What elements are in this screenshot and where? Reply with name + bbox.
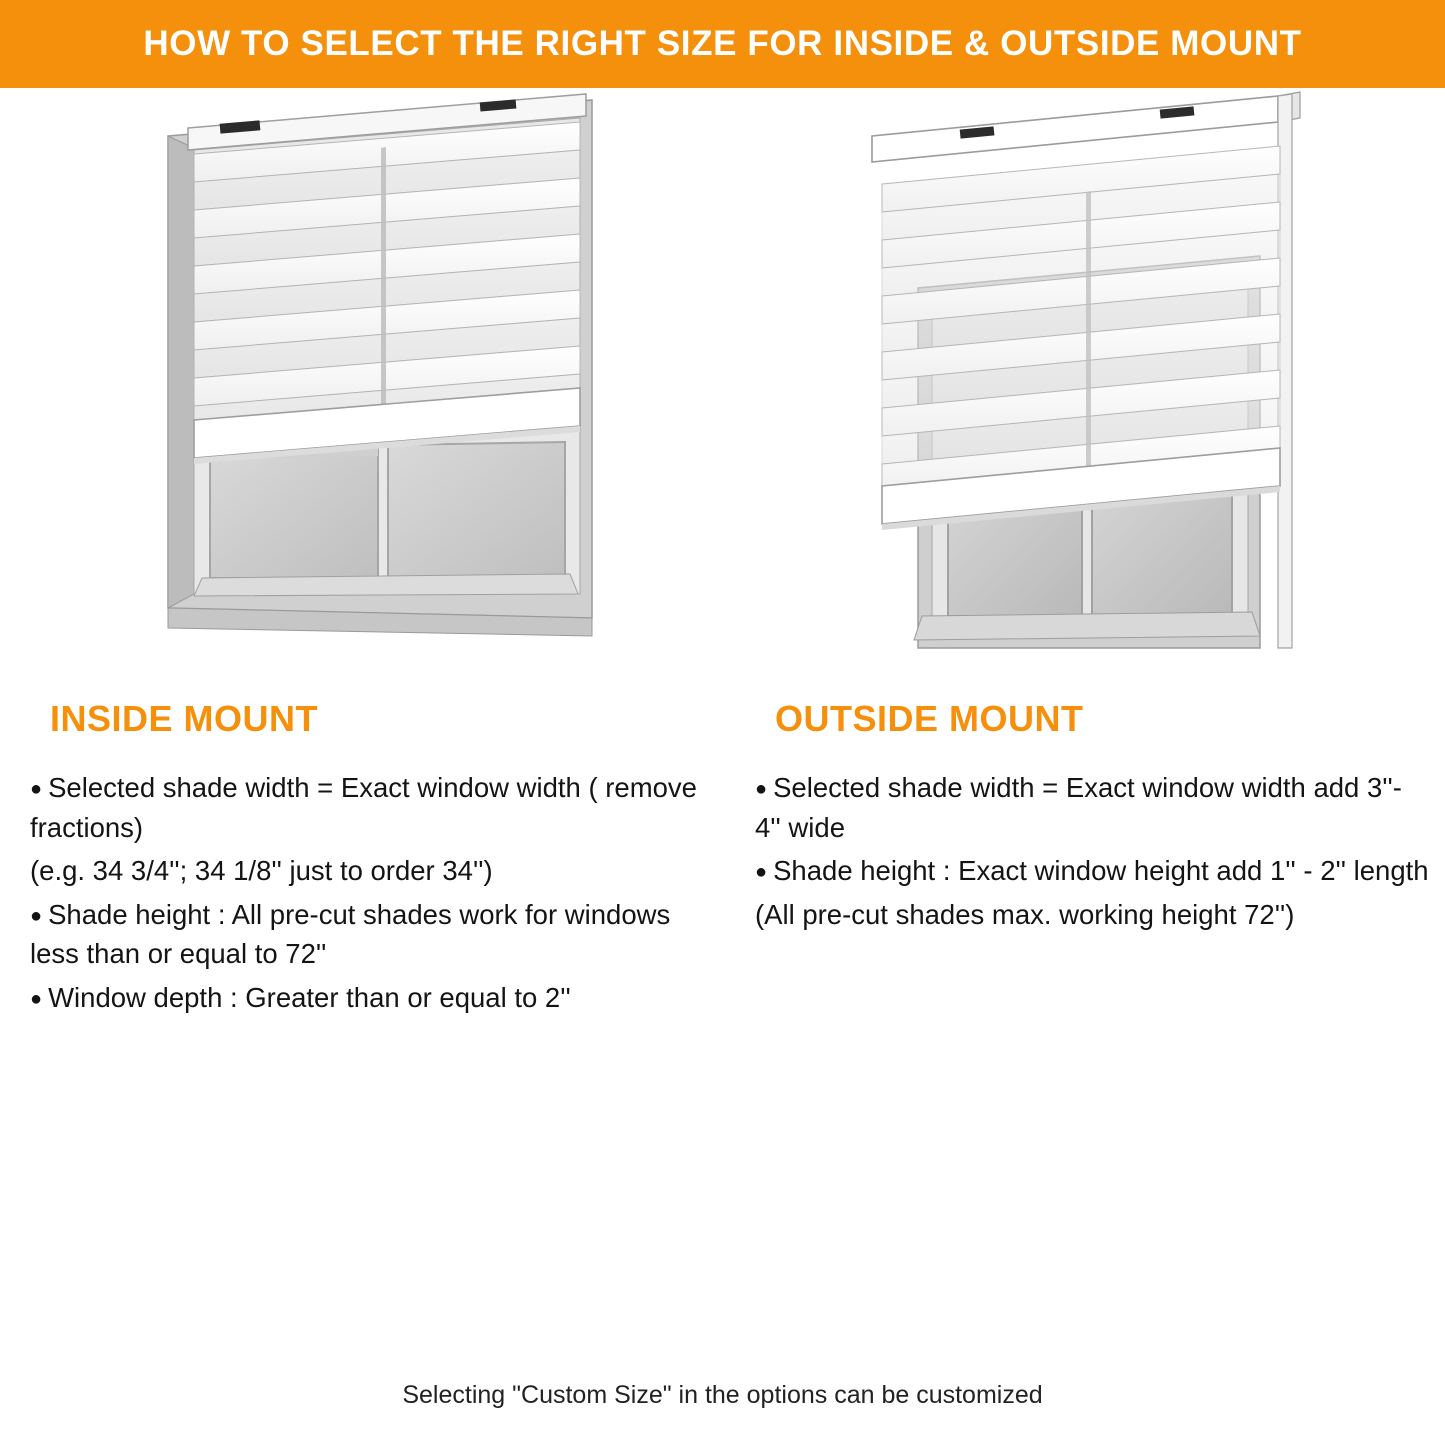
list-item-text: (e.g. 34 3/4''; 34 1/8'' just to order 34'')	[30, 855, 493, 887]
list-item-text: Window depth : Greater than or equal to 2''	[48, 981, 571, 1013]
outside-mount-section	[755, 698, 1435, 938]
outside-mount-bullet-list	[755, 768, 1435, 934]
inside-mount-bullet-list	[30, 768, 720, 1018]
header-banner	[0, 0, 1445, 88]
inside-mount-section	[30, 698, 720, 1022]
illustration-area	[0, 88, 1445, 698]
bullet-dot-icon: ●	[755, 861, 768, 884]
list-item	[30, 978, 720, 1018]
list-item	[755, 768, 1435, 847]
list-item	[755, 895, 1435, 935]
bullet-dot-icon: ●	[755, 778, 768, 800]
list-item-text: Selected shade width = Exact window width ( remove fractions)	[30, 772, 697, 843]
bullet-dot-icon: ●	[30, 778, 43, 800]
list-item	[30, 768, 720, 847]
list-item-text: (All pre-cut shades max. working height 72'')	[755, 898, 1295, 930]
content-columns	[0, 698, 1445, 1358]
footer-note: Selecting "Custom Size" in the options can be customized	[402, 1381, 1043, 1409]
inside-mount-window-illustration	[150, 88, 610, 698]
list-item-text: Shade height : All pre-cut shades work for windows less than or equal to 72''	[30, 898, 671, 970]
bullet-dot-icon: ●	[30, 904, 43, 927]
page-title: HOW TO SELECT THE RIGHT SIZE FOR INSIDE & OUTSIDE MOUNT	[143, 24, 1302, 63]
list-item-text: Selected shade width = Exact window width add 3''- 4'' wide	[755, 772, 1402, 843]
list-item-text: Shade height : Exact window height add 1'' - 2'' length	[773, 855, 1429, 887]
bullet-dot-icon: ●	[30, 987, 43, 1010]
list-item	[755, 851, 1435, 891]
list-item	[30, 851, 720, 891]
list-item	[30, 895, 720, 974]
inside-mount-heading: INSIDE MOUNT	[50, 698, 319, 739]
outside-mount-heading: OUTSIDE MOUNT	[775, 698, 1084, 739]
outside-mount-window-illustration	[860, 88, 1330, 698]
